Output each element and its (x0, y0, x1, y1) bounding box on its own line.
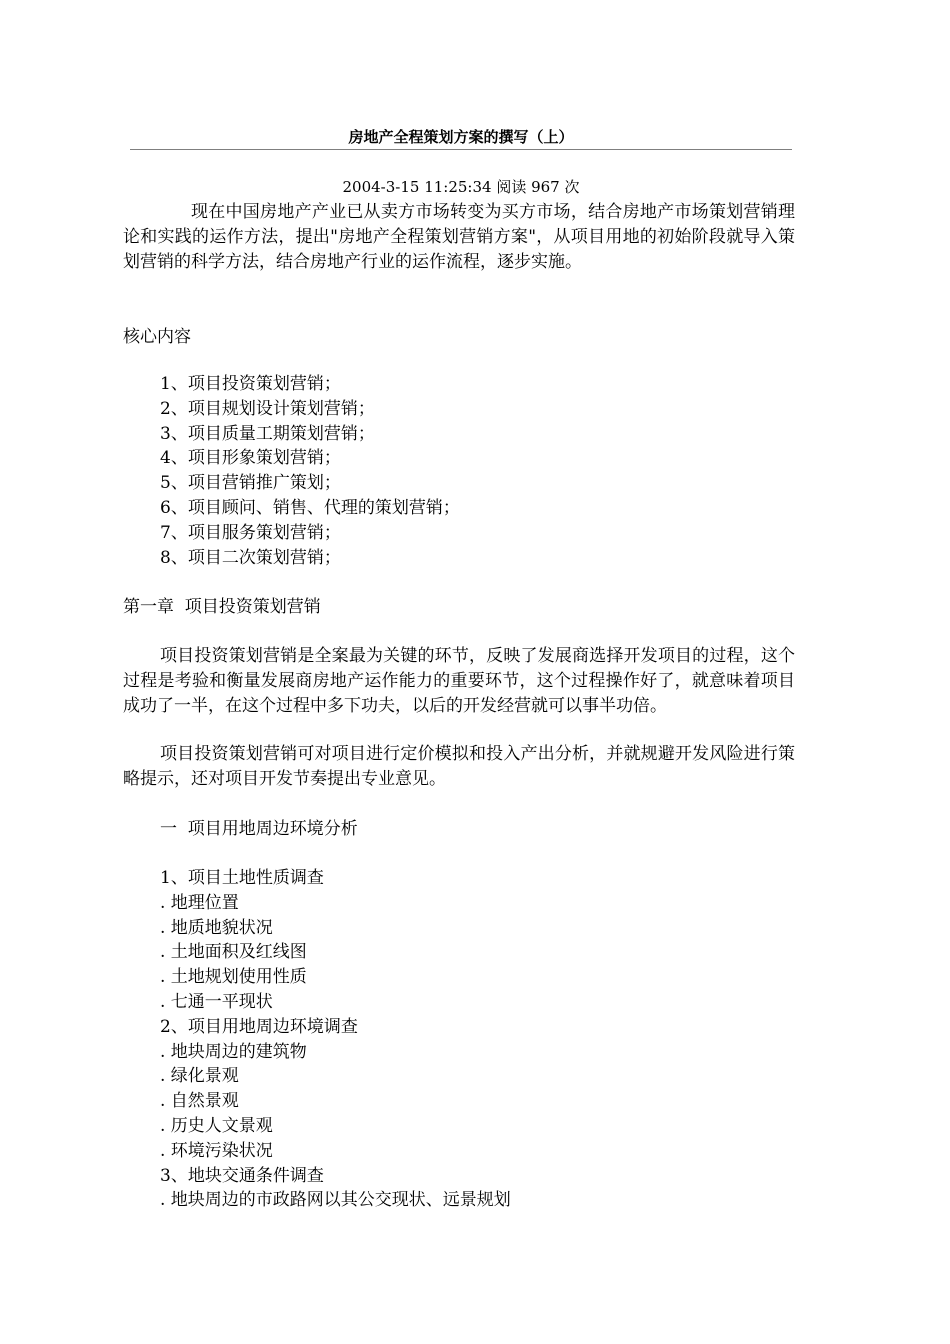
list-item: 2、项目用地周边环境调查 (160, 1016, 358, 1037)
article-meta: 2004-3-15 11:25:34 阅读 967 次 (342, 178, 580, 196)
list-item: . 环境污染状况 (160, 1140, 273, 1161)
core-list (160, 372, 760, 570)
title-divider (130, 149, 792, 150)
list-item: . 历史人文景观 (160, 1115, 273, 1136)
core-heading: 核心内容 (123, 327, 191, 347)
list-item: 5、项目营销推广策划； (160, 473, 341, 494)
section-heading: 一 项目用地周边环境分析 (160, 819, 358, 839)
section-list (160, 866, 760, 1213)
article-title: 房地产全程策划方案的撰写（上） (348, 128, 574, 146)
list-item: 7、项目服务策划营销； (160, 522, 341, 543)
list-item: 3、项目质量工期策划营销； (160, 423, 375, 444)
list-item: 6、项目顾问、销售、代理的策划营销； (160, 497, 460, 518)
list-item: 2、项目规划设计策划营销； (160, 398, 375, 419)
chapter-paragraph-1: 项目投资策划营销是全案最为关键的环节，反映了发展商选择开发项目的过程，这个过程是考验和衡量发展商房地产运作能力的重要环节，这个过程操作好了，就意味着项目成功了一半，在这个过程中多下功夫，以后的开发经营就可以事半功倍。 (123, 646, 795, 716)
chapter-paragraph-2: 项目投资策划营销可对项目进行定价模拟和投入产出分析，并就规避开发风险进行策略提示，还对项目开发节奏提出专业意见。 (123, 744, 795, 789)
list-item: . 地理位置 (160, 892, 239, 913)
list-item: 8、项目二次策划营销； (160, 547, 341, 568)
list-item: . 地质地貌状况 (160, 917, 273, 938)
intro-paragraph: 现在中国房地产产业已从卖方市场转变为买方市场，结合房地产市场策划营销理论和实践的运作方法，提出"房地产全程策划营销方案"，从项目用地的初始阶段就导入策划营销的科学方法，结合房地产行业的运作流程，逐步实施。 (123, 202, 795, 272)
list-item: . 七通一平现状 (160, 991, 273, 1012)
list-item: . 土地规划使用性质 (160, 967, 307, 988)
chapter-heading: 第一章 项目投资策划营销 (123, 597, 321, 617)
list-item: 4、项目形象策划营销； (160, 448, 341, 469)
list-item: 3、地块交通条件调查 (160, 1165, 324, 1186)
list-item: . 地块周边的市政路网以其公交现状、远景规划 (160, 1190, 511, 1211)
list-item: . 地块周边的建筑物 (160, 1041, 307, 1062)
list-item: . 自然景观 (160, 1091, 239, 1112)
list-item: 1、项目土地性质调查 (160, 868, 324, 888)
list-item: . 土地面积及红线图 (160, 942, 307, 963)
list-item: . 绿化景观 (160, 1066, 239, 1087)
list-item: 1、项目投资策划营销； (160, 374, 341, 394)
